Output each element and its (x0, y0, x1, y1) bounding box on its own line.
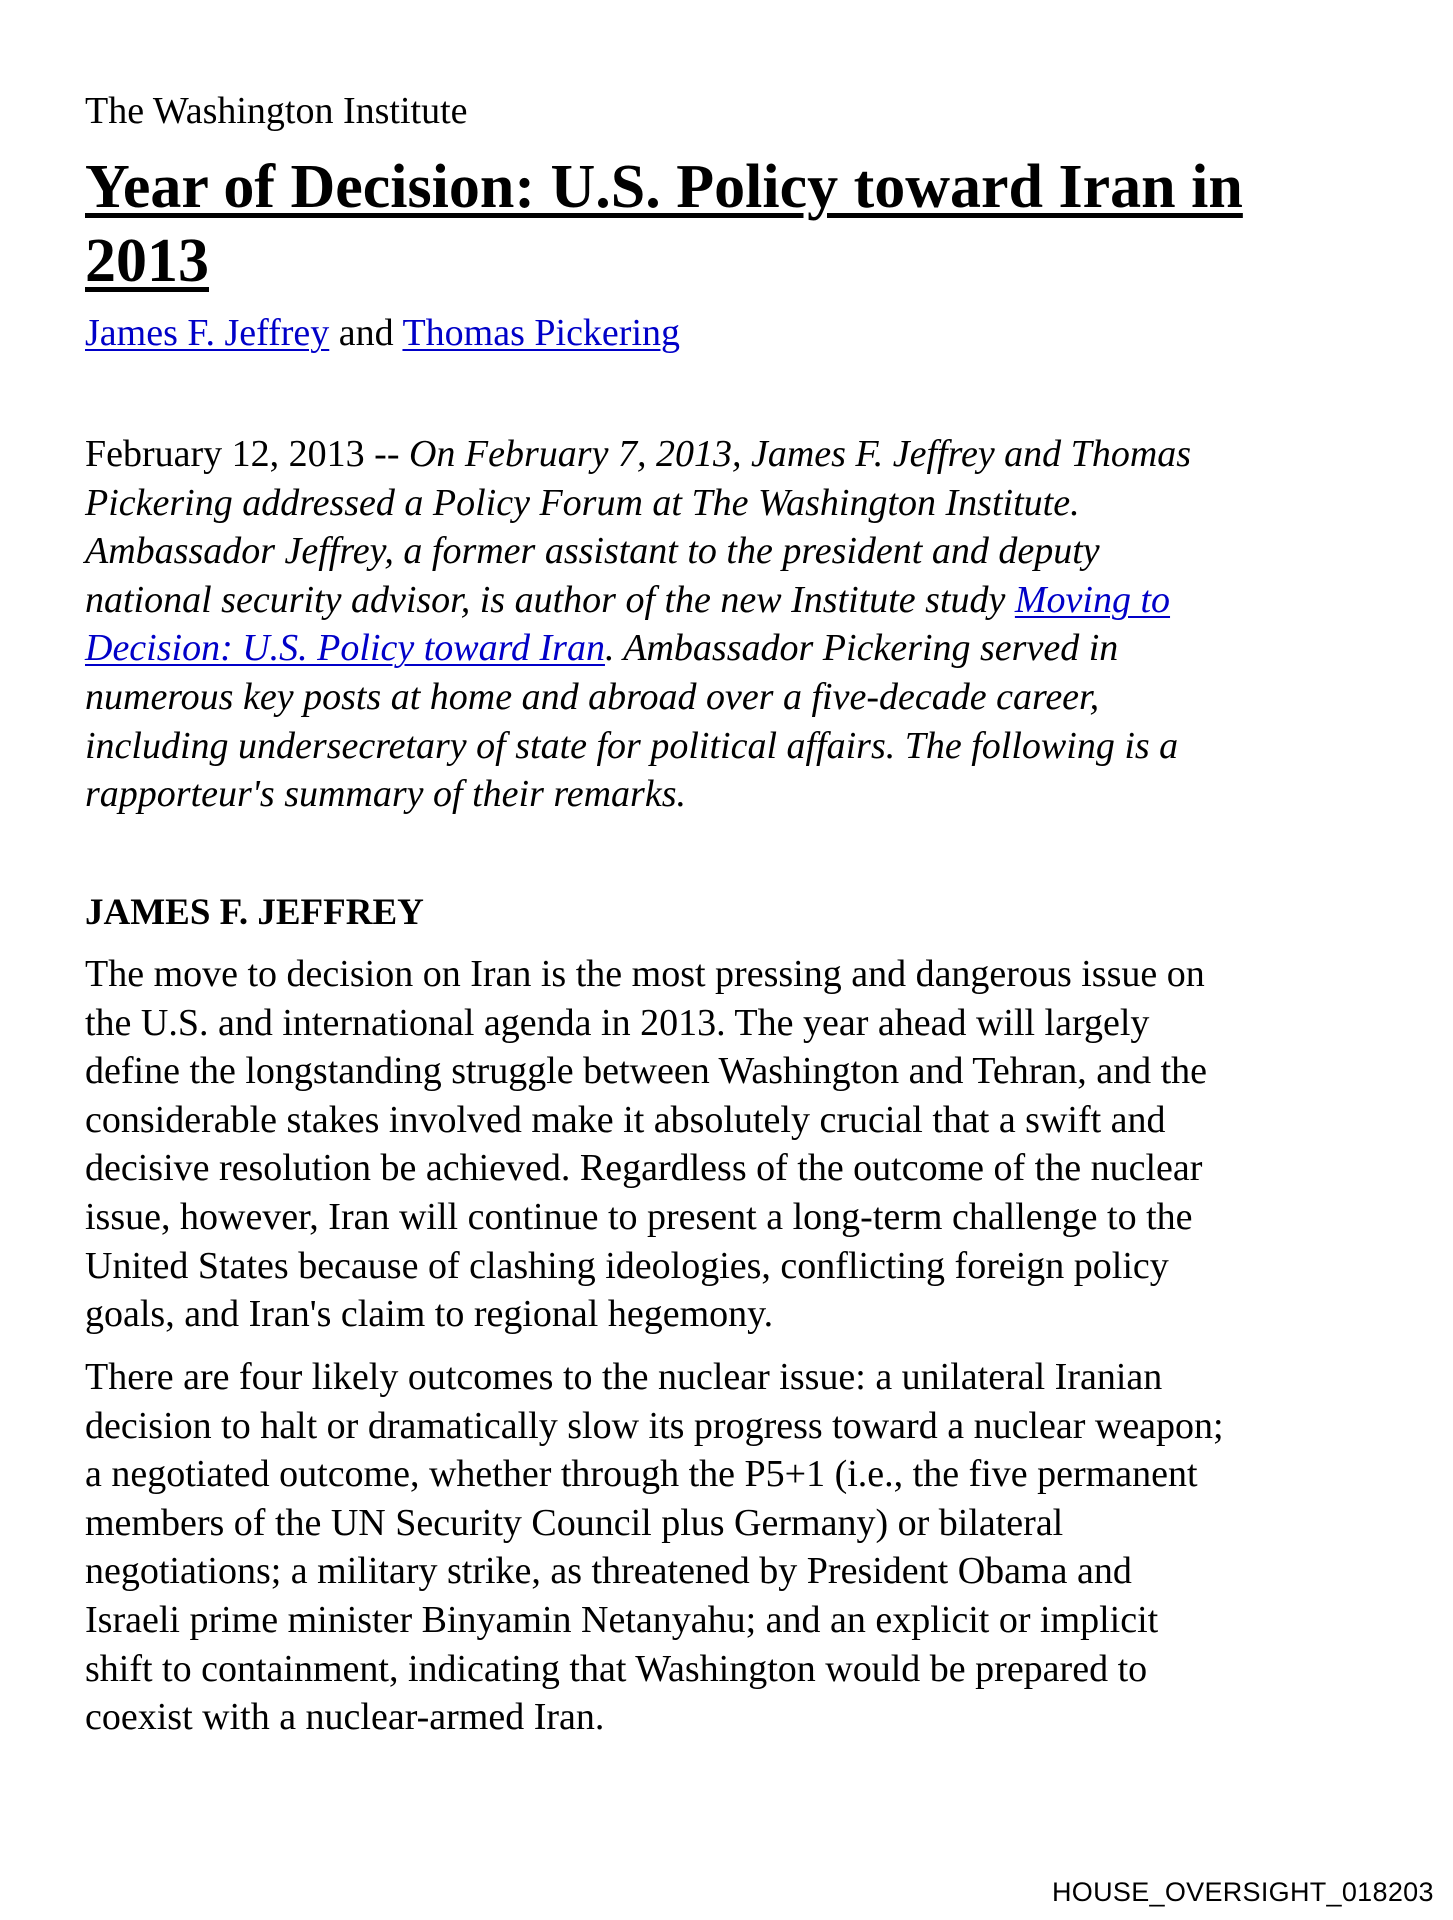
paragraph-line: There are four likely outcomes to the nuclear issue: a unilateral Iranian (85, 1356, 1163, 1398)
title-line-1: Year of Decision: U.S. Policy toward Iran in (85, 153, 1243, 221)
paragraph-line: goals, and Iran's claim to regional hegemony. (85, 1293, 774, 1336)
paragraph-line: decisive resolution be achieved. Regardless of the outcome of the nuclear (85, 1147, 1203, 1190)
intro-line: including undersecretary of state for political affairs. The following is a (85, 724, 1179, 767)
author-byline (85, 310, 680, 356)
intro-line: rapporteur's summary of their remarks. (85, 773, 686, 816)
intro-line: Decision: U.S. Policy toward Iran. Ambassador Pickering served in (85, 627, 1119, 670)
paragraph-line: decision to halt or dramatically slow its progress toward a nuclear weapon; (85, 1404, 1224, 1447)
organization-name: The Washington Institute (85, 90, 468, 132)
intro-summary (85, 430, 1375, 819)
author-connector: and (329, 312, 403, 354)
intro-line: numerous key posts at home and abroad over a five-decade career, (85, 675, 1100, 718)
publication-date: February 12, 2013 -- (85, 433, 409, 475)
author-link-jeffrey[interactable]: James F. Jeffrey (85, 312, 330, 354)
author-link-pickering[interactable]: Thomas Pickering (402, 312, 681, 354)
paragraph-line: a negotiated outcome, whether through the P5+1 (i.e., the five permanent (85, 1453, 1198, 1496)
paragraph-line: coexist with a nuclear-armed Iran. (85, 1696, 605, 1739)
paragraph-line: considerable stakes involved make it absolutely crucial that a swift and (85, 1098, 1166, 1141)
paragraph-line: Israeli prime minister Binyamin Netanyahu; and an explicit or implicit (85, 1598, 1159, 1641)
paragraph-line: members of the UN Security Council plus Germany) or bilateral (85, 1501, 1064, 1544)
paragraph-line: The move to decision on Iran is the most pressing and dangerous issue on (85, 953, 1205, 995)
paragraph-line: define the longstanding struggle between Washington and Tehran, and the (85, 1050, 1208, 1093)
study-link-part2[interactable]: Decision: U.S. Policy toward Iran (85, 627, 605, 670)
intro-line: Ambassador Jeffrey, a former assistant to the president and deputy (85, 530, 1100, 573)
paragraph-line: the U.S. and international agenda in 2013. The year ahead will largely (85, 1001, 1150, 1044)
paragraph-line: issue, however, Iran will continue to present a long-term challenge to the (85, 1195, 1193, 1238)
paragraph-line: shift to containment, indicating that Washington would be prepared to (85, 1647, 1148, 1690)
intro-line: Pickering addressed a Policy Forum at The Washington Institute. (85, 481, 1080, 524)
title-line-2: 2013 (85, 227, 209, 295)
bates-stamp: HOUSE_OVERSIGHT_018203 (1052, 1877, 1434, 1907)
intro-line: national security advisor, is author of the new Institute study Moving to (85, 578, 1171, 621)
page-title (85, 150, 1345, 298)
study-link-part1[interactable]: Moving to (1014, 578, 1171, 621)
speaker-heading: JAMES F. JEFFREY (85, 892, 424, 933)
paragraph-line: United States because of clashing ideologies, conflicting foreign policy (85, 1244, 1169, 1287)
body-paragraph-2 (85, 1353, 1385, 1742)
body-paragraph-1 (85, 950, 1385, 1339)
intro-line: February 12, 2013 -- On February 7, 2013, James F. Jeffrey and Thomas (85, 433, 1192, 475)
paragraph-line: negotiations; a military strike, as threatened by President Obama and (85, 1550, 1132, 1593)
